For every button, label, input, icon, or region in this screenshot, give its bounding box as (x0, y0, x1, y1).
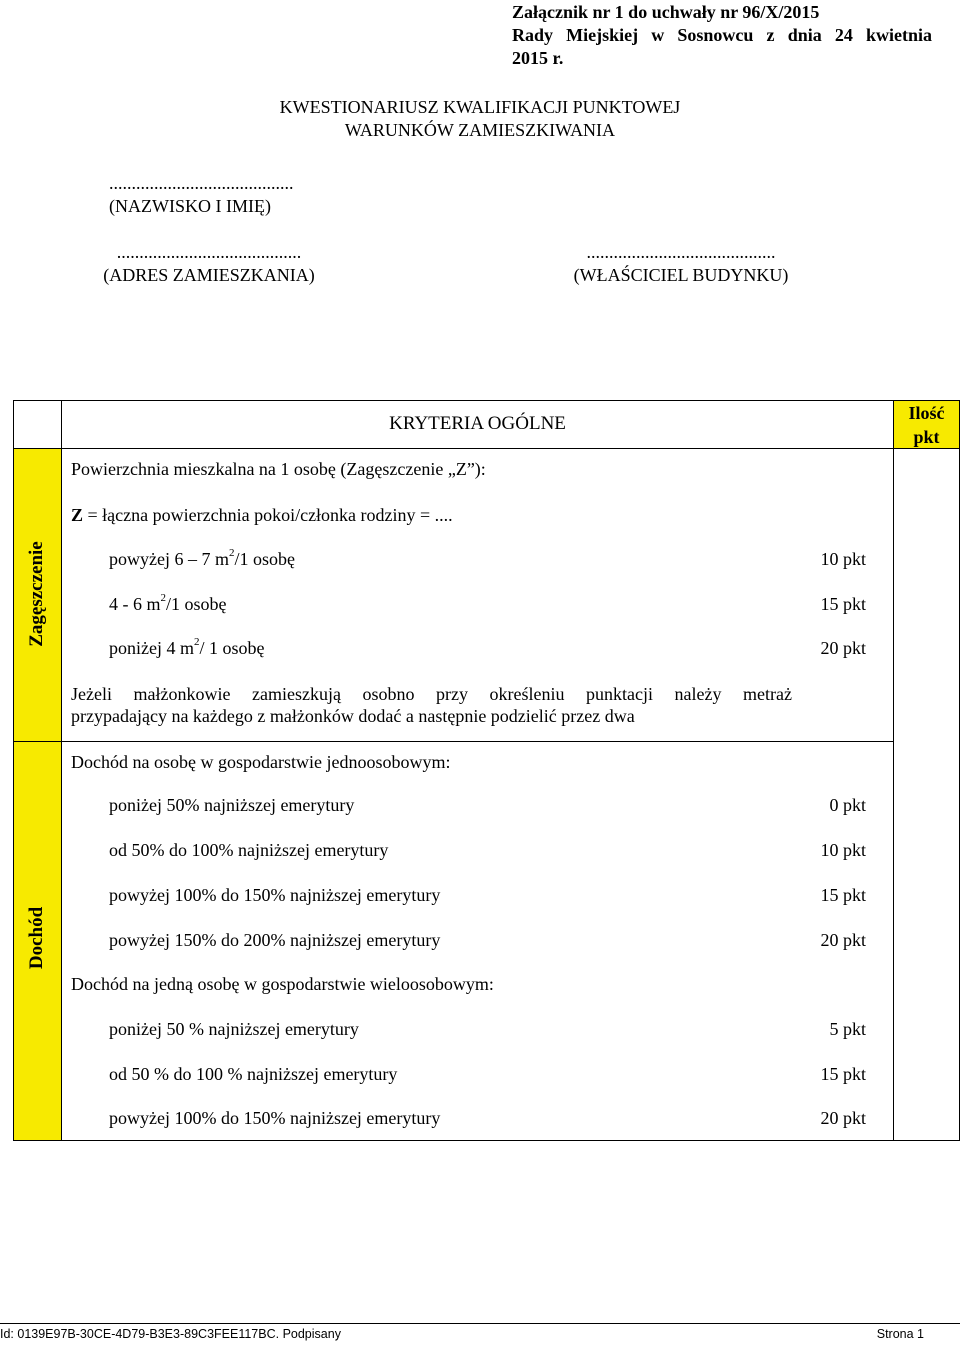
row-text: / 1 osobę (199, 638, 265, 658)
income-multi-row-2-label: od 50 % do 100 % najniższej emerytury (109, 1064, 398, 1084)
income-single-row-1-points: 0 pkt (829, 795, 866, 815)
income-multi-intro: Dochód na jedną osobę w gospodarstwie wieloosobowym: (71, 974, 494, 994)
points-header-line-1: Ilość (908, 403, 945, 423)
income-side-label: Dochód (26, 906, 47, 970)
income-multi-row-1-label: poniżej 50 % najniższej emerytury (109, 1019, 359, 1039)
income-single-row-3-label: powyżej 100% do 150% najniższej emerytury (109, 885, 441, 905)
points-column-rule (893, 400, 894, 1141)
table-bottom-rule (13, 1140, 960, 1141)
income-single-row-2-label: od 50% do 100% najniższej emerytury (109, 840, 389, 860)
density-row-1-points: 10 pkt (820, 549, 866, 569)
row-text: powyżej 6 – 7 m (109, 549, 229, 569)
superscript: 2 (193, 636, 200, 648)
address-dots: ......................................... (116, 242, 302, 262)
density-note-line-2: przypadający na każdego z małżonków dodać a następnie podzielić przez dwa (71, 706, 635, 726)
attachment-line-2: Rady Miejskiej w Sosnowcu z dnia 24 kwietnia (512, 25, 932, 45)
address-label: (ADRES ZAMIESZKANIA) (103, 265, 315, 285)
income-single-intro: Dochód na osobę w gospodarstwie jednoosobowym: (71, 752, 451, 772)
density-row-2-label (109, 593, 227, 615)
income-single-row-2-points: 10 pkt (820, 840, 866, 860)
formula-text: = łączna powierzchnia pokoi/członka rodziny = .... (83, 505, 453, 525)
side-column-rule (61, 400, 62, 1141)
income-multi-row-3-points: 20 pkt (820, 1108, 866, 1128)
income-single-row-4-label: powyżej 150% do 200% najniższej emerytury (109, 930, 441, 950)
superscript: 2 (228, 547, 235, 559)
name-dots: ......................................... (109, 173, 294, 193)
density-row-2-points: 15 pkt (820, 594, 866, 614)
income-multi-row-1-points: 5 pkt (829, 1019, 866, 1039)
income-multi-row-3-label: powyżej 100% do 150% najniższej emerytury (109, 1108, 441, 1128)
criteria-header: KRYTERIA OGÓLNE (389, 413, 566, 434)
owner-label: (WŁAŚCICIEL BUDYNKU) (573, 265, 789, 285)
density-formula (71, 504, 453, 526)
attachment-line-3: 2015 r. (512, 48, 564, 68)
owner-dots: .......................................... (586, 242, 776, 262)
section-divider-rule (13, 741, 893, 742)
footer-page-number: Strona 1 (876, 1327, 924, 1341)
table-top-rule (13, 400, 960, 401)
density-row-1-label (109, 548, 295, 570)
header-bottom-rule (13, 448, 960, 449)
row-text: 4 - 6 m (109, 594, 161, 614)
income-multi-row-2-points: 15 pkt (820, 1064, 866, 1084)
title-line-1: KWESTIONARIUSZ KWALIFIKACJI PUNKTOWEJ (279, 97, 681, 117)
formula-symbol: Z (71, 505, 84, 525)
name-label: (NAZWISKO I IMIĘ) (109, 196, 271, 216)
footer-rule (0, 1323, 960, 1324)
attachment-line-1: Załącznik nr 1 do uchwały nr 96/X/2015 (512, 2, 820, 22)
income-single-row-3-points: 15 pkt (820, 885, 866, 905)
row-text: /1 osobę (234, 549, 295, 569)
density-row-3-points: 20 pkt (820, 638, 866, 658)
density-row-3-label (109, 637, 264, 659)
income-single-row-1-label: poniżej 50% najniższej emerytury (109, 795, 355, 815)
superscript: 2 (160, 592, 166, 604)
points-header-line-2: pkt (913, 427, 940, 447)
density-intro: Powierzchnia mieszkalna na 1 osobę (Zagęszczenie „Z”): (71, 459, 486, 479)
income-single-row-4-points: 20 pkt (820, 930, 866, 950)
row-text: poniżej 4 m (109, 638, 194, 658)
density-note-line-1: Jeżeli małżonkowie zamieszkują osobno przy określeniu punktacji należy metraż (71, 684, 792, 704)
density-side-label: Zagęszczenie (26, 541, 47, 647)
row-text: /1 osobę (166, 594, 227, 614)
title-line-2: WARUNKÓW ZAMIESZKIWANIA (344, 120, 616, 140)
footer-id: Id: 0139E97B-30CE-4D79-B3E3-89C3FEE117BC. Podpisany (0, 1327, 341, 1341)
table-left-rule (13, 400, 14, 1141)
